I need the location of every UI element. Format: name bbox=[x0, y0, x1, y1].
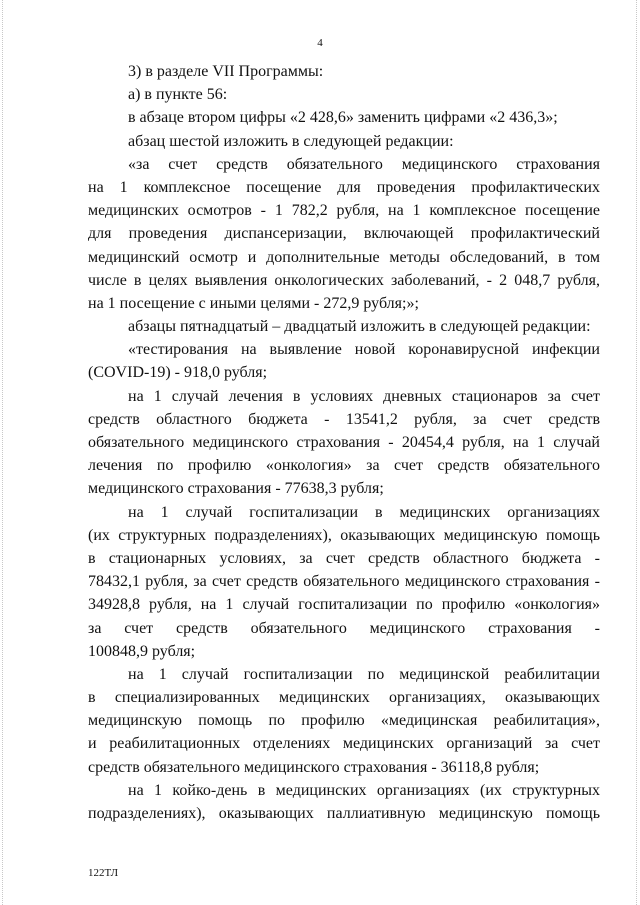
text-line: «за счет средств обязательного медицинского страхования bbox=[128, 155, 600, 173]
text-line: на 1 случай лечения в условиях дневных стационаров за счет bbox=[128, 387, 600, 405]
text-line: (COVID-19) - 918,0 рубля; bbox=[88, 364, 268, 382]
text-line: медицинского страхования - 77638,3 рубля; bbox=[88, 480, 384, 498]
text-line: средств областного бюджета - 13541,2 рубля, за счет средств bbox=[88, 410, 600, 428]
document-code: 122ТЛ bbox=[88, 867, 119, 879]
text-line: на 1 комплексное посещение для проведения профилактических bbox=[88, 178, 600, 196]
text-line: лечения по профилю «онкология» за счет средств обязательного bbox=[88, 457, 600, 475]
text-line: на 1 посещение с иными целями - 272,9 рубля;»; bbox=[88, 294, 419, 312]
text-line: медицинский осмотр и дополнительные методы обследований, в том bbox=[88, 248, 600, 266]
text-line: 34928,8 рубля, на 1 случай госпитализации по профилю «онкология» bbox=[88, 596, 600, 614]
text-line: «тестирования на выявление новой коронавирусной инфекции bbox=[128, 341, 600, 359]
page-left-edge bbox=[2, 0, 4, 905]
text-line: за счет средств обязательного медицинского страхования - bbox=[88, 619, 600, 637]
text-line: в специализированных медицинских организациях, оказывающих bbox=[88, 689, 600, 707]
text-line: для проведения диспансеризации, включающей профилактический bbox=[88, 225, 600, 243]
text-line: на 1 койко-день в медицинских организациях (их структурных bbox=[128, 781, 600, 799]
document-body bbox=[88, 60, 600, 825]
text-line: на 1 случай госпитализации в медицинских организациях bbox=[128, 503, 600, 521]
text-line: и реабилитационных отделениях медицинских организаций за счет bbox=[88, 735, 600, 753]
text-line: подразделениях), оказывающих паллиативную медицинскую помощь bbox=[88, 805, 600, 822]
page-right-edge bbox=[636, 0, 638, 905]
text-line: 78432,1 рубля, за счет средств обязательного медицинского страхования - bbox=[88, 573, 600, 591]
page-number: 4 bbox=[317, 37, 323, 49]
text-line: обязательного медицинского страхования - 20454,4 рубля, на 1 случай bbox=[88, 434, 600, 451]
text-line: абзац шестой изложить в следующей редакции: bbox=[128, 132, 454, 150]
text-line: медицинскую помощь по профилю «медицинская реабилитация», bbox=[88, 712, 600, 730]
text-line: 3) в разделе VII Программы: bbox=[128, 63, 324, 80]
text-line: в абзаце втором цифры «2 428,6» заменить цифрами «2 436,3»; bbox=[128, 109, 558, 127]
text-line: числе в целях выявления онкологических заболеваний, - 2 048,7 рубля, bbox=[88, 271, 600, 289]
text-line: на 1 случай госпитализации по медицинской реабилитации bbox=[128, 665, 600, 683]
text-line: а) в пункте 56: bbox=[128, 86, 228, 104]
text-line: медицинских осмотров - 1 782,2 рубля, на 1 комплексное посещение bbox=[88, 202, 600, 220]
text-line: (их структурных подразделениях), оказывающих медицинскую помощь bbox=[88, 526, 600, 544]
text-line: абзацы пятнадцатый – двадцатый изложить в следующей редакции: bbox=[128, 318, 591, 336]
text-line: в стационарных условиях, за счет средств областного бюджета - bbox=[88, 549, 600, 567]
text-line: средств обязательного медицинского страхования - 36118,8 рубля; bbox=[88, 758, 540, 776]
text-line: 100848,9 рубля; bbox=[88, 642, 196, 660]
